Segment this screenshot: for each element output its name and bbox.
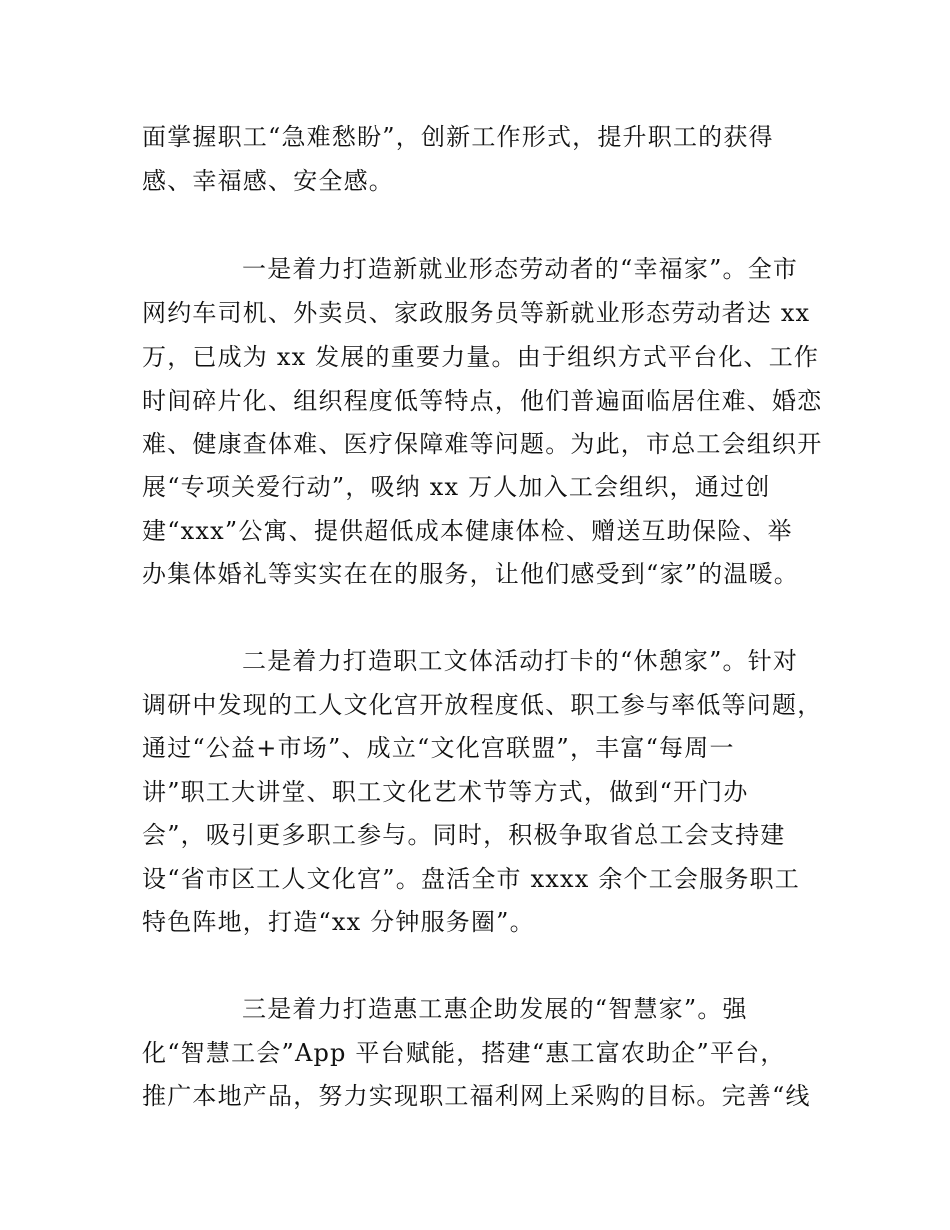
text-line: 讲”职工大讲堂、职工文化艺术节等方式，做到“开门办 bbox=[142, 778, 749, 806]
text-line: 调研中发现的工人文化宫开放程度低、职工参与率低等问题， bbox=[142, 691, 823, 719]
paragraph-first-line: 二是着力打造职工文体活动打卡的“休憩家”。针对 bbox=[242, 647, 799, 675]
text-line: 建“xxx”公寓、提供超低成本健康体检、赠送互助保险、举 bbox=[142, 517, 793, 545]
text-line: 时间碎片化、组织程度低等特点，他们普遍面临居住难、婚恋 bbox=[142, 387, 823, 415]
text-line: 通过“公益+市场”、成立“文化宫联盟”，丰富“每周一 bbox=[142, 734, 735, 762]
text-line: 难、健康查体难、医疗保障难等问题。为此，市总工会组织开 bbox=[142, 430, 823, 458]
text-line: 化“智慧工会”App 平台赋能，搭建“惠工富农助企”平台， bbox=[142, 1039, 786, 1067]
text-line: 办集体婚礼等实实在在的服务，让他们感受到“家”的温暖。 bbox=[142, 560, 799, 588]
paragraph-first-line: 一是着力打造新就业形态劳动者的“幸福家”。全市 bbox=[242, 255, 799, 283]
text-line: 感、幸福感、安全感。 bbox=[142, 167, 394, 195]
text-line: 展“专项关爱行动”，吸纳 xx 万人加入工会组织，通过创 bbox=[142, 473, 771, 501]
text-line: 设“省市区工人文化宫”。盘活全市 xxxx 余个工会服务职工 bbox=[142, 865, 800, 893]
text-line: 网约车司机、外卖员、家政服务员等新就业形态劳动者达 xx bbox=[142, 299, 811, 327]
paragraph-first-line: 三是着力打造惠工惠企助发展的“智慧家”。强 bbox=[242, 995, 748, 1023]
text-line: 特色阵地，打造“xx 分钟服务圈”。 bbox=[142, 908, 535, 936]
text-line: 万，已成为 xx 发展的重要力量。由于组织方式平台化、工作 bbox=[142, 343, 820, 371]
text-line: 面掌握职工“急难愁盼”，创新工作形式，提升职工的获得 bbox=[142, 123, 774, 151]
text-line: 会”，吸引更多职工参与。同时，积极争取省总工会支持建 bbox=[142, 821, 786, 849]
text-line: 推广本地产品，努力实现职工福利网上采购的目标。完善“线 bbox=[142, 1082, 811, 1110]
